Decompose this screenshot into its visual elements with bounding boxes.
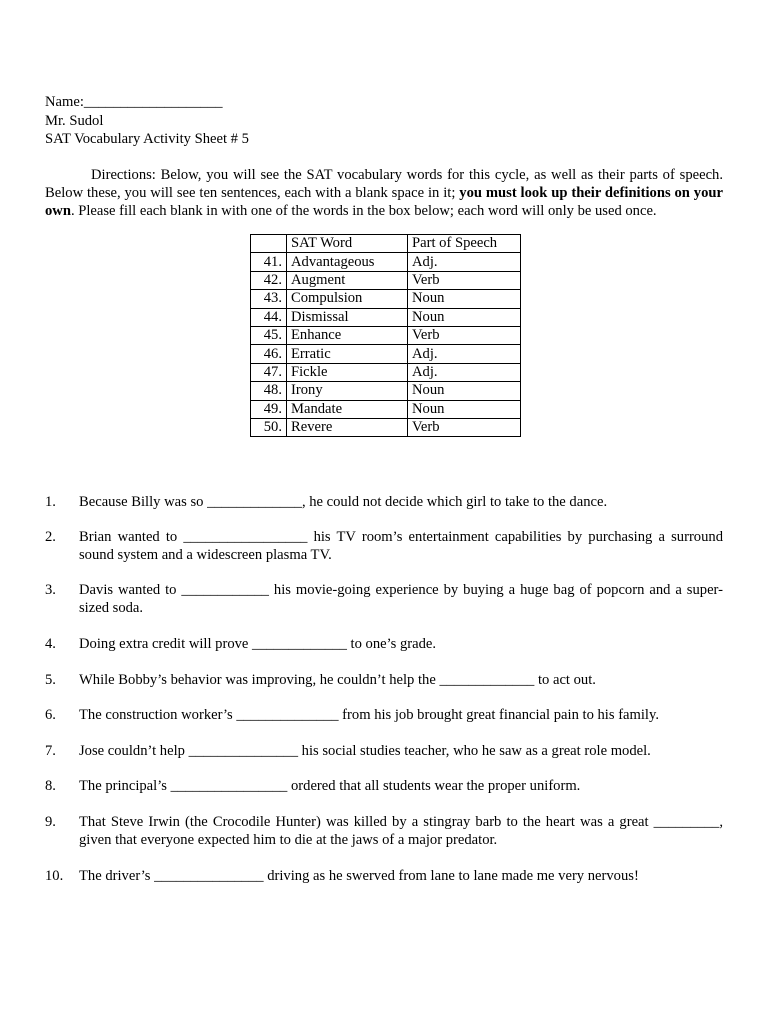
question-item [45, 581, 723, 617]
vocab-word: Revere [287, 419, 408, 437]
header-num-cell [251, 235, 287, 253]
vocab-row [251, 308, 521, 326]
vocab-row [251, 382, 521, 400]
worksheet-page [45, 93, 723, 884]
question-text: The construction worker’s ______________ from his job brought great financial pain to his family. [79, 707, 659, 723]
vocab-num: 48. [251, 382, 287, 400]
header-pos-cell: Part of Speech [408, 235, 521, 253]
header-word-cell: SAT Word [287, 235, 408, 253]
vocab-word: Fickle [287, 363, 408, 381]
vocab-table [250, 234, 521, 437]
question-item [45, 635, 723, 653]
question-item [45, 706, 723, 724]
question-number: 6. [45, 707, 56, 723]
vocab-pos: Adj. [408, 345, 521, 363]
vocab-pos: Noun [408, 400, 521, 418]
vocab-num: 41. [251, 253, 287, 271]
question-text: Jose couldn’t help _______________ his social studies teacher, who he saw as a great role model. [79, 742, 651, 759]
vocab-num: 50. [251, 419, 287, 437]
vocab-row [251, 400, 521, 418]
question-text: Because Billy was so _____________, he could not decide which girl to take to the dance. [79, 494, 608, 510]
question-number: 3. [45, 582, 56, 598]
sheet-title: SAT Vocabulary Activity Sheet # 5 [45, 131, 249, 147]
name-line: Name:___________________ [45, 94, 223, 110]
vocab-num: 43. [251, 290, 287, 308]
vocab-num: 45. [251, 327, 287, 345]
directions-paragraph [45, 166, 723, 220]
vocab-pos: Noun [408, 290, 521, 308]
vocab-word: Irony [287, 382, 408, 400]
question-item [45, 528, 723, 564]
vocab-pos: Verb [408, 419, 521, 437]
question-number: 8. [45, 778, 56, 794]
question-text-after: driving as he swerved from lane to lane made me very nervous! [263, 867, 639, 884]
question-number: 4. [45, 636, 56, 652]
vocab-word: Enhance [287, 327, 408, 345]
vocab-row [251, 363, 521, 381]
vocab-pos: Adj. [408, 363, 521, 381]
directions-text-1: Directions: Below, you will see the SAT vocabulary words for this cycle, as well as their parts of speech. Below these, you will see ten sentences, each with a blank space in it; [45, 166, 723, 201]
teacher-name: Mr. Sudol [45, 112, 104, 129]
vocab-table-header-row [251, 235, 521, 253]
question-item [45, 493, 723, 511]
directions-bold-text: you must look up their definitions on your own [45, 184, 723, 219]
question-number: 5. [45, 671, 56, 688]
vocab-word: Erratic [287, 345, 408, 363]
question-item [45, 742, 723, 760]
vocab-pos: Verb [408, 271, 521, 289]
question-number: 1. [45, 494, 56, 510]
answer-blank: _______________ [154, 867, 264, 884]
question-item [45, 813, 723, 849]
vocab-num: 42. [251, 271, 287, 289]
question-text-before: The driver’s [79, 867, 155, 884]
directions-text-2: . Please fill each blank in with one of the words in the box below; each word will only be used once. [70, 202, 657, 219]
question-text: While Bobby’s behavior was improving, he couldn’t help the _____________ to act out. [79, 671, 596, 688]
question-number: 9. [45, 813, 56, 830]
vocab-pos: Noun [408, 308, 521, 326]
vocab-row [251, 253, 521, 271]
question-number: 2. [45, 529, 56, 545]
question-text: Doing extra credit will prove _____________ to one’s grade. [79, 636, 437, 652]
question-item [45, 777, 723, 795]
vocab-word: Augment [287, 271, 408, 289]
vocab-num: 44. [251, 308, 287, 326]
vocab-word: Mandate [287, 400, 408, 418]
question-text: The principal’s ________________ ordered that all students wear the proper uniform. [79, 778, 581, 794]
vocab-pos: Verb [408, 327, 521, 345]
vocab-num: 47. [251, 363, 287, 381]
vocab-row [251, 345, 521, 363]
question-number: 7. [45, 742, 56, 759]
vocab-word: Advantageous [287, 253, 408, 271]
vocab-row [251, 327, 521, 345]
vocab-pos: Noun [408, 382, 521, 400]
question-item [45, 671, 723, 689]
question-number: 10. [45, 867, 64, 884]
question-text: Brian wanted to _________________ his TV room’s entertainment capabilities by purchasing a surround sound system and a widescreen plasma TV. [79, 529, 723, 563]
vocab-word: Compulsion [287, 290, 408, 308]
question-item [45, 867, 723, 885]
vocab-row [251, 419, 521, 437]
question-text: Davis wanted to ____________ his movie-going experience by buying a huge bag of popcorn and a super-sized soda. [79, 582, 723, 616]
vocab-pos: Adj. [408, 253, 521, 271]
vocab-row [251, 271, 521, 289]
question-list [45, 493, 723, 885]
vocab-num: 46. [251, 345, 287, 363]
vocab-num: 49. [251, 400, 287, 418]
vocab-word: Dismissal [287, 308, 408, 326]
vocab-row [251, 290, 521, 308]
question-text: That Steve Irwin (the Crocodile Hunter) was killed by a stingray barb to the heart was a great _________, given that everyone expected him to die at the jaws of a major predator. [79, 813, 723, 848]
